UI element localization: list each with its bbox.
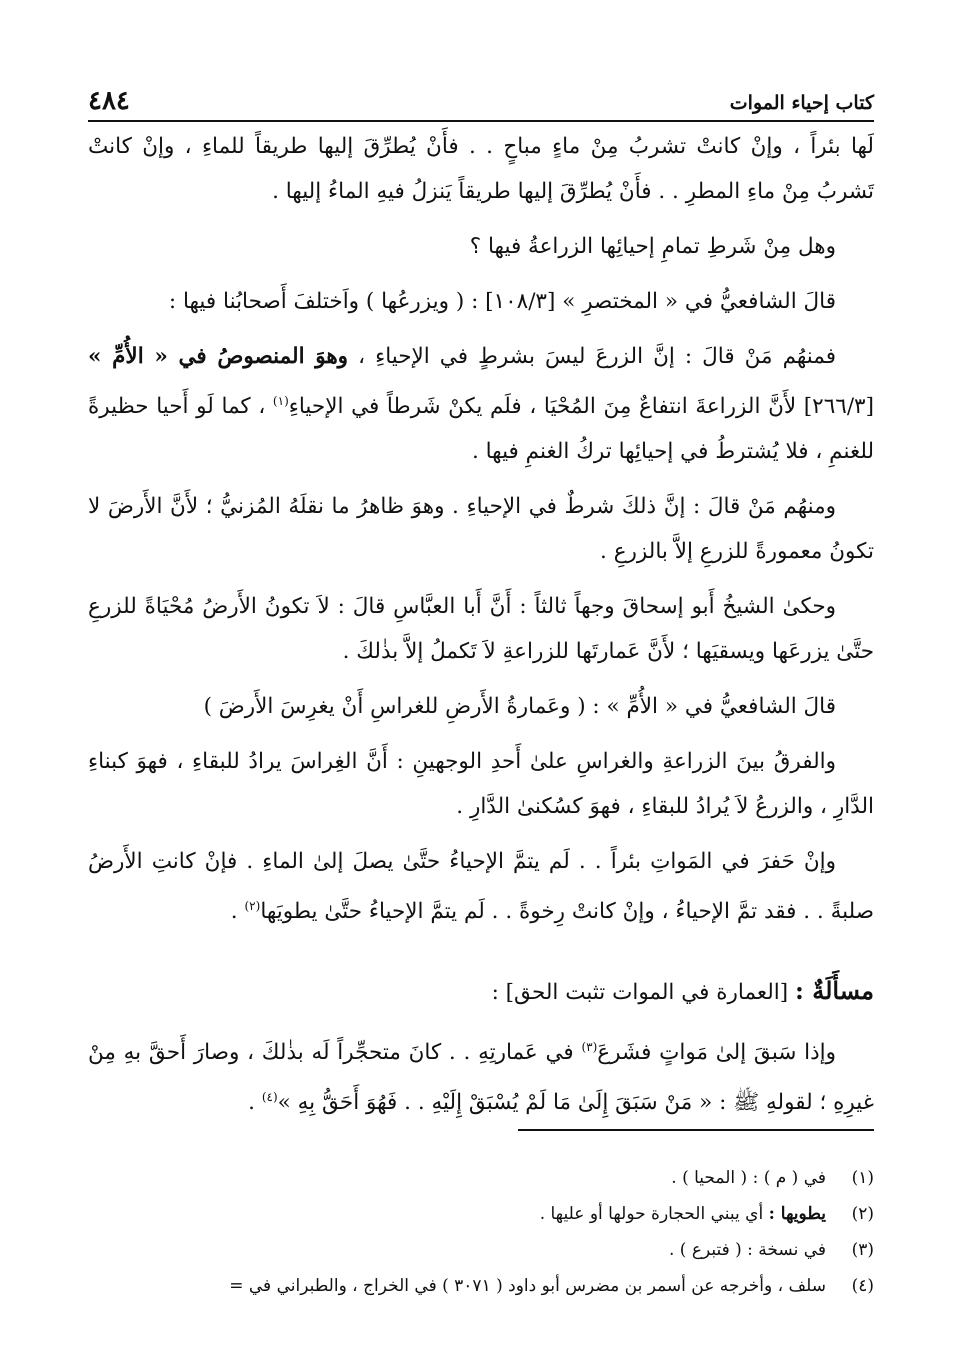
footnote-2 [82,1196,874,1232]
footnote-4 [82,1268,874,1304]
masala-heading [88,968,874,1015]
masala-label: مسأَلَةٌ : [795,976,874,1006]
footnotes [82,1160,874,1304]
paragraph-1: لَها بئراً ، وإنْ كانتْ تشربُ مِنْ ماءٍ مباحٍ . . فأَنْ يُطرِّقَ إليها طريقاً للماءِ ، وإنْ كانتْ تَشربُ مِنْ ماءِ المطرِ . . فأَنْ يُطرِّقَ إليها طريقاً يَنزلُ فيهِ الماءُ إليها . [88,134,874,204]
page-header [88,82,874,122]
paragraph-5: ومنهُم مَنْ قالَ : إنَّ ذلكَ شرطٌ في الإحياءِ . وهوَ ظاهرُ ما نقلَهُ المُزنيُّ ؛ لأَنَّ الأَرضَ لا تكونُ معمورةً للزرعِ إلاَّ بالزرعِ . [88,494,874,565]
footnote-number: (٢) [851,1204,874,1224]
paragraph-3: قالَ الشافعيُّ في « المختصرِ » [١٠٨/٣] : ( ويزرعُها ) واَختلفَ أَصحابُنا فيها : [168,289,836,314]
footnote-ref-4: (٤) [261,1090,278,1105]
footnote-ref-1: (١) [272,394,289,408]
paragraph-9 [88,839,874,934]
masala-body-post: في عَمارتِهِ . . كانَ متحجِّراً لَه بذٰلكَ ، وصارَ أَحقَّ بهِ مِنْ غيرِهِ ؛ لقولهِ ﷺ : « مَنْ سَبَقَ إِلَىٰ مَا لَمْ يُسْبَقْ إِلَيْهِ . . فَهُوَ أَحَقُّ بِهِ » [88,1040,874,1116]
footnote-3 [82,1232,874,1268]
paragraph-4-post: [٢٦٦/٣] لأَنَّ الزراعةَ انتفاعٌ مِنَ المُحْيَا ، فلَم يكنْ شَرطاً في الإحياءِ [288,394,874,420]
footnote-number: (١) [851,1168,874,1188]
footnote-separator [518,1129,874,1131]
paragraph-4-bold: وهوَ المنصوصُ في « الأُمِّ » [88,344,349,369]
paragraph-4-tail: ، كما لَو أَحيا حظيرةً للغنمِ ، فلا يُشترطُ في إحيائِها تركُ الغنمِ فيها . [88,394,874,465]
paragraph-6: وحكىٰ الشيخُ أَبو إسحاقَ وجهاً ثالثاً : أَنَّ أَبا العبَّاسِ قالَ : لاَ تكونُ الأَرضُ مُحْيَاةً للزرعِ حتَّىٰ يزرعَها ويسقيَها ؛ لأَنَّ عَمارتَها للزراعةِ لاَ تَكملُ إلاَّ بذٰلكَ . [88,594,874,665]
masala-body-pre: وإذا سَبقَ إلىٰ مَواتٍ فشَرعَ [597,1040,836,1066]
paragraph-8: والفرقُ بينَ الزراعةِ والغراسِ علىٰ أَحدِ الوجهينِ : أَنَّ الغِراسَ يرادُ للبقاءِ ، فهوَ كبناءِ الدَّارِ ، والزرعُ لاَ يُرادُ للبقاءِ ، فهوَ كسُكنىٰ الدَّارِ . [88,749,874,820]
masala-title: [العمارة في الموات تثبت الحق] : [491,980,789,1006]
footnote-text: في نسخة : ( فتبرع ) . [668,1240,826,1260]
footnote-text [82,1196,826,1232]
footnote-definition: أي يبني الحجارة حولها أو عليها . [539,1204,764,1224]
paragraph-4 [88,334,874,474]
paragraph-9-tail: . [230,899,238,925]
main-text [88,124,874,1136]
footnote-text: في ( م ) : ( المحيا ) . [671,1168,826,1188]
footnote-ref-3: (٣) [581,1040,598,1055]
footnote-1 [82,1160,874,1196]
paragraph-4-pre: فمنهُم مَنْ قالَ : إنَّ الزرعَ ليسَ بشرطٍ في الإحياءِ ، [358,344,836,369]
masala-body-tail: . [248,1090,255,1116]
footnote-number: (٤) [851,1276,874,1296]
page-number: ٤٨٤ [88,86,130,116]
footnote-number: (٣) [851,1240,874,1260]
masala-body [88,1025,874,1125]
footnote-term: يطويها : [768,1204,826,1224]
paragraph-2: وهل مِنْ شَرطِ تمامِ إحيائِها الزراعةُ فيها ؟ [469,234,836,259]
paragraph-7: قالَ الشافعيُّ في « الأُمِّ » : ( وعَمارةُ الأَرضِ للغراسِ أَنْ يغرِسَ الأَرضَ ) [203,694,836,720]
paragraph-9-text: وإنْ حَفرَ في المَواتِ بئراً . . لَم يتمَّ الإحياءُ حتَّىٰ يصلَ إلىٰ الماءِ . فإنْ كانتِ الأَرضُ صلبةً . . فقد تمَّ الإحياءُ ، وإنْ كانتْ رِخوةً . . لَم يتمَّ الإحياءُ حتَّىٰ يطويَها [88,849,874,925]
footnote-ref-2: (٢) [244,899,261,914]
footnote-text: سلف ، وأخرجه عن أسمر بن مضرس أبو داود ( ٣٠٧١ ) في الخراج ، والطبراني في = [229,1276,826,1296]
running-title: كتاب إحياء الموات [729,92,874,114]
